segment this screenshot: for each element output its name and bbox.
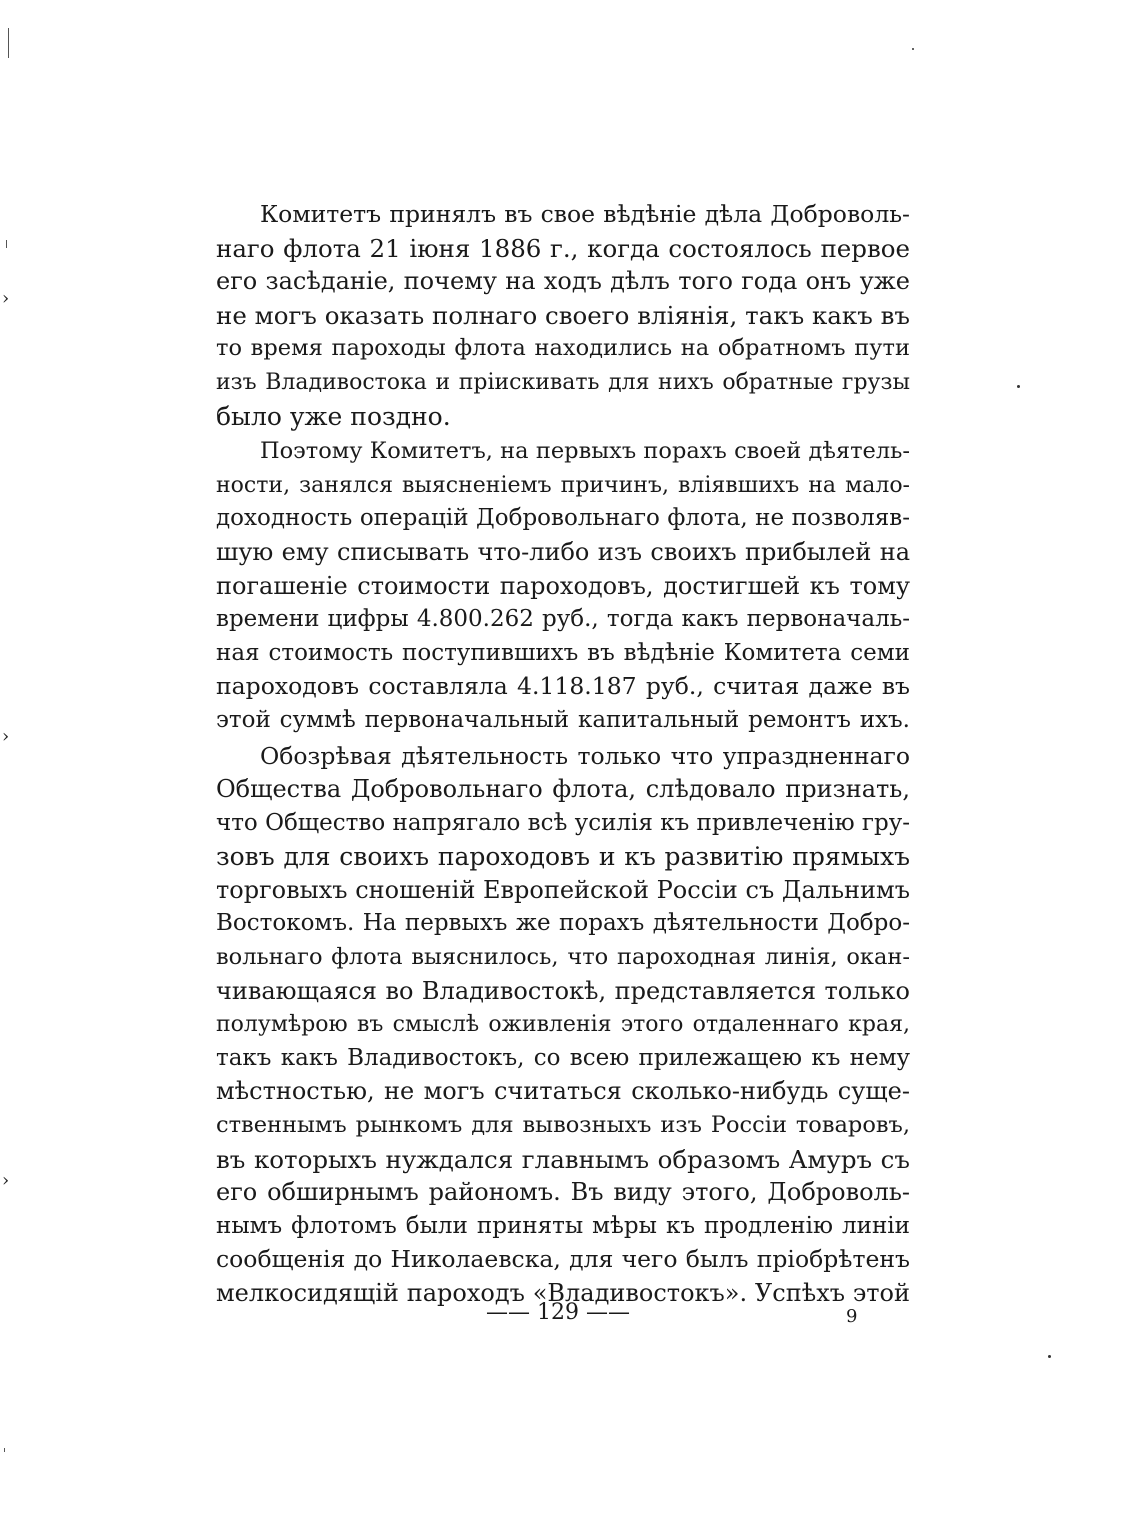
text-line: ности, занялся выясненіемъ причинъ, вліявшихъ на мало- <box>216 472 910 498</box>
text-line: было уже поздно. <box>216 401 451 431</box>
main-text <box>216 198 910 1313</box>
text-line: Поэтому Комитетъ, на первыхъ порахъ своей дѣятель- <box>260 438 910 465</box>
text-line: что Общество напрягало всѣ усилія къ привлеченію гру- <box>216 809 910 836</box>
text-line: доходность операцій Добровольнаго флота, не позволяв- <box>216 505 910 532</box>
scan-artifact <box>8 28 9 58</box>
paragraph-1 <box>216 198 910 433</box>
text-line: наго флота 21 іюня 1886 г., когда состоялось первое <box>216 233 910 263</box>
text-line: этой суммѣ первоначальный капитальный ремонтъ ихъ. <box>216 706 910 733</box>
text-line: погашеніе стоимости пароходовъ, достигшей къ тому <box>216 571 910 600</box>
text-line: времени цифры 4.800.262 руб., тогда какъ первоначаль- <box>216 606 910 633</box>
text-line: Востокомъ. На первыхъ же порахъ дѣятельности Добро- <box>216 910 910 937</box>
text-line: Общества Добровольнаго флота, слѣдовало признать, <box>216 775 910 804</box>
margin-arrow-icon: › <box>2 1170 10 1191</box>
text-line: Комитетъ принялъ въ свое вѣдѣніе дѣла Доброволь- <box>260 200 910 228</box>
text-line: пароходовъ составляла 4.118.187 руб., считая даже въ <box>216 672 910 701</box>
text-line: шую ему списывать что-либо изъ своихъ прибылей на <box>216 537 910 566</box>
text-line: не могъ оказать полнаго своего вліянія, такъ какъ въ <box>216 300 910 330</box>
text-line: ная стоимость поступившихъ въ вѣдѣніе Комитета семи <box>216 639 910 666</box>
margin-arrow-icon: › <box>2 726 10 747</box>
paragraph-3 <box>216 740 910 1311</box>
text-line: его обширнымъ райономъ. Въ виду этого, Доброволь- <box>216 1178 910 1207</box>
text-line: торговыхъ сношеній Европейской Россіи съ Дальнимъ <box>216 875 910 904</box>
scan-speck <box>1017 385 1020 388</box>
scan-artifact <box>6 240 7 248</box>
scan-speck <box>1048 1355 1051 1358</box>
text-line: чивающаяся во Владивостокѣ, представляется только <box>216 976 910 1005</box>
text-line: то время пароходы флота находились на обратномъ пути <box>216 335 910 362</box>
text-line: мѣстностью, не могъ считаться сколько-нибудь суще- <box>216 1077 910 1106</box>
text-line: сообщенія до Николаевска, для чего былъ пріобрѣтенъ <box>216 1245 910 1274</box>
text-line: мелкосидящій пароходъ «Владивостокъ». Успѣхъ этой <box>216 1279 910 1307</box>
signature-mark: 9 <box>846 1306 858 1327</box>
text-line: ственнымъ рынкомъ для вывозныхъ изъ Россіи товаровъ, <box>216 1112 910 1139</box>
text-line: его засѣданіе, почему на ходъ дѣлъ того года онъ уже <box>216 267 910 296</box>
text-line: въ которыхъ нуждался главнымъ образомъ Амуръ съ <box>216 1144 910 1174</box>
text-line: нымъ флотомъ были приняты мѣры къ продленію линіи <box>216 1212 910 1239</box>
text-line: зовъ для своихъ пароходовъ и къ развитію прямыхъ <box>216 842 910 872</box>
text-line: изъ Владивостока и пріискивать для нихъ обратные грузы <box>216 369 910 395</box>
text-line: полумѣрою въ смыслѣ оживленія этого отдаленнаго края, <box>216 1012 910 1038</box>
paragraph-2 <box>216 435 910 737</box>
scan-speck <box>912 48 914 50</box>
text-line: вольнаго флота выяснилось, что пароходная линія, окан- <box>216 944 910 971</box>
page-number: —— 129 —— <box>486 1300 630 1325</box>
scan-artifact <box>4 1448 5 1452</box>
margin-arrow-icon: › <box>2 288 10 309</box>
text-line: Обозрѣвая дѣятельность только что упраздненнаго <box>260 741 910 770</box>
text-line: такъ какъ Владивостокъ, со всею прилежащею къ нему <box>216 1044 910 1071</box>
